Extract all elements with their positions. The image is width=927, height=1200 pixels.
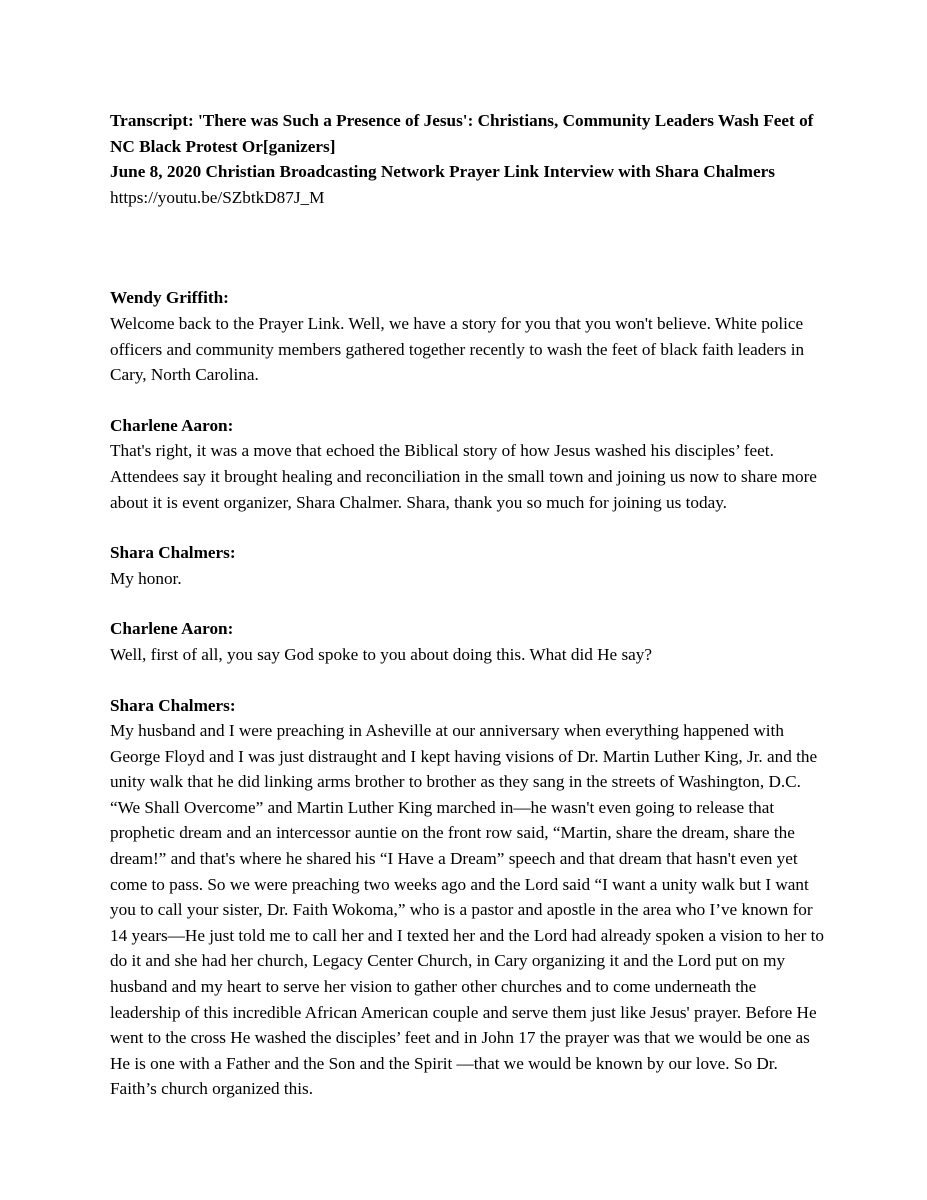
transcript-body [110,285,828,1102]
speaker-name: Shara Chalmers: [110,543,236,563]
speaker-name: Charlene Aaron: [110,415,234,435]
speech-text: Welcome back to the Prayer Link. Well, we have a story for you that you won't believe. White police officers and community members gathered together recently to wash the feet of black faith leaders in Cary, North Carolina. [110,313,805,385]
transcript-turn [110,413,828,515]
speaker-name: Charlene Aaron: [110,619,234,639]
speaker-name: Wendy Griffith: [110,288,229,308]
document-header [110,108,828,210]
transcript-turn [110,540,828,591]
video-link[interactable]: https://youtu.be/SZbtkD87J_M [110,187,325,207]
speech-text: Well, first of all, you say God spoke to you about doing this. What did He say? [110,644,653,664]
document-subtitle: June 8, 2020 Christian Broadcasting Network Prayer Link Interview with Shara Chalmers [110,162,775,182]
transcript-turn [110,693,828,1103]
video-link-line [110,185,828,211]
document-page [110,108,828,1127]
speaker-name: Shara Chalmers: [110,695,236,715]
speech-text: That's right, it was a move that echoed the Biblical story of how Jesus washed his disciples’ feet. Attendees say it brought healing and reconciliation in the small town and joining us now to share more about it is event organizer, Shara Chalmer. Shara, thank you so much for joining us today. [110,441,817,512]
speech-text: My honor. [110,568,182,588]
transcript-turn [110,616,828,667]
speech-text: My husband and I were preaching in Asheville at our anniversary when everything happened with George Floyd and I was just distraught and I kept having visions of Dr. Martin Luther King, Jr. and the unity walk that he did linking arms brother to brother as they sang in the streets of Washington, D.C. “We Shall Overcome” and Martin Luther King marched in—he wasn't even going to release that prophetic dream and an intercessor auntie on the front row said, “Martin, share the dream, share the dream!” and that's where he shared his “I Have a Dream” speech and that dream that hasn't even yet come to pass. So we were preaching two weeks ago and the Lord said “I want a unity walk but I want you to call your sister, Dr. Faith Wokoma,” who is a pastor and apostle in the area who I’ve known for 14 years—He just told me to call her and I texted her and the Lord had already spoken a vision to her to do it and she had her church, Legacy Center Church, in Cary organizing it and the Lord put on my husband and my heart to serve her vision to gather other churches and to come underneath the leadership of this incredible African American couple and serve them just like Jesus' prayer. Before He went to the cross He washed the disciples’ feet and in John 17 the prayer was that we would be one as He is one with a Father and the Son and the Spirit —that we would be known by our love. So Dr. Faith’s church organized this. [110,721,825,1099]
document-title: Transcript: 'There was Such a Presence of Jesus': Christians, Community Leaders Wash Feet of NC Black Protest Or[ganizers] [110,111,814,156]
transcript-turn [110,285,828,387]
